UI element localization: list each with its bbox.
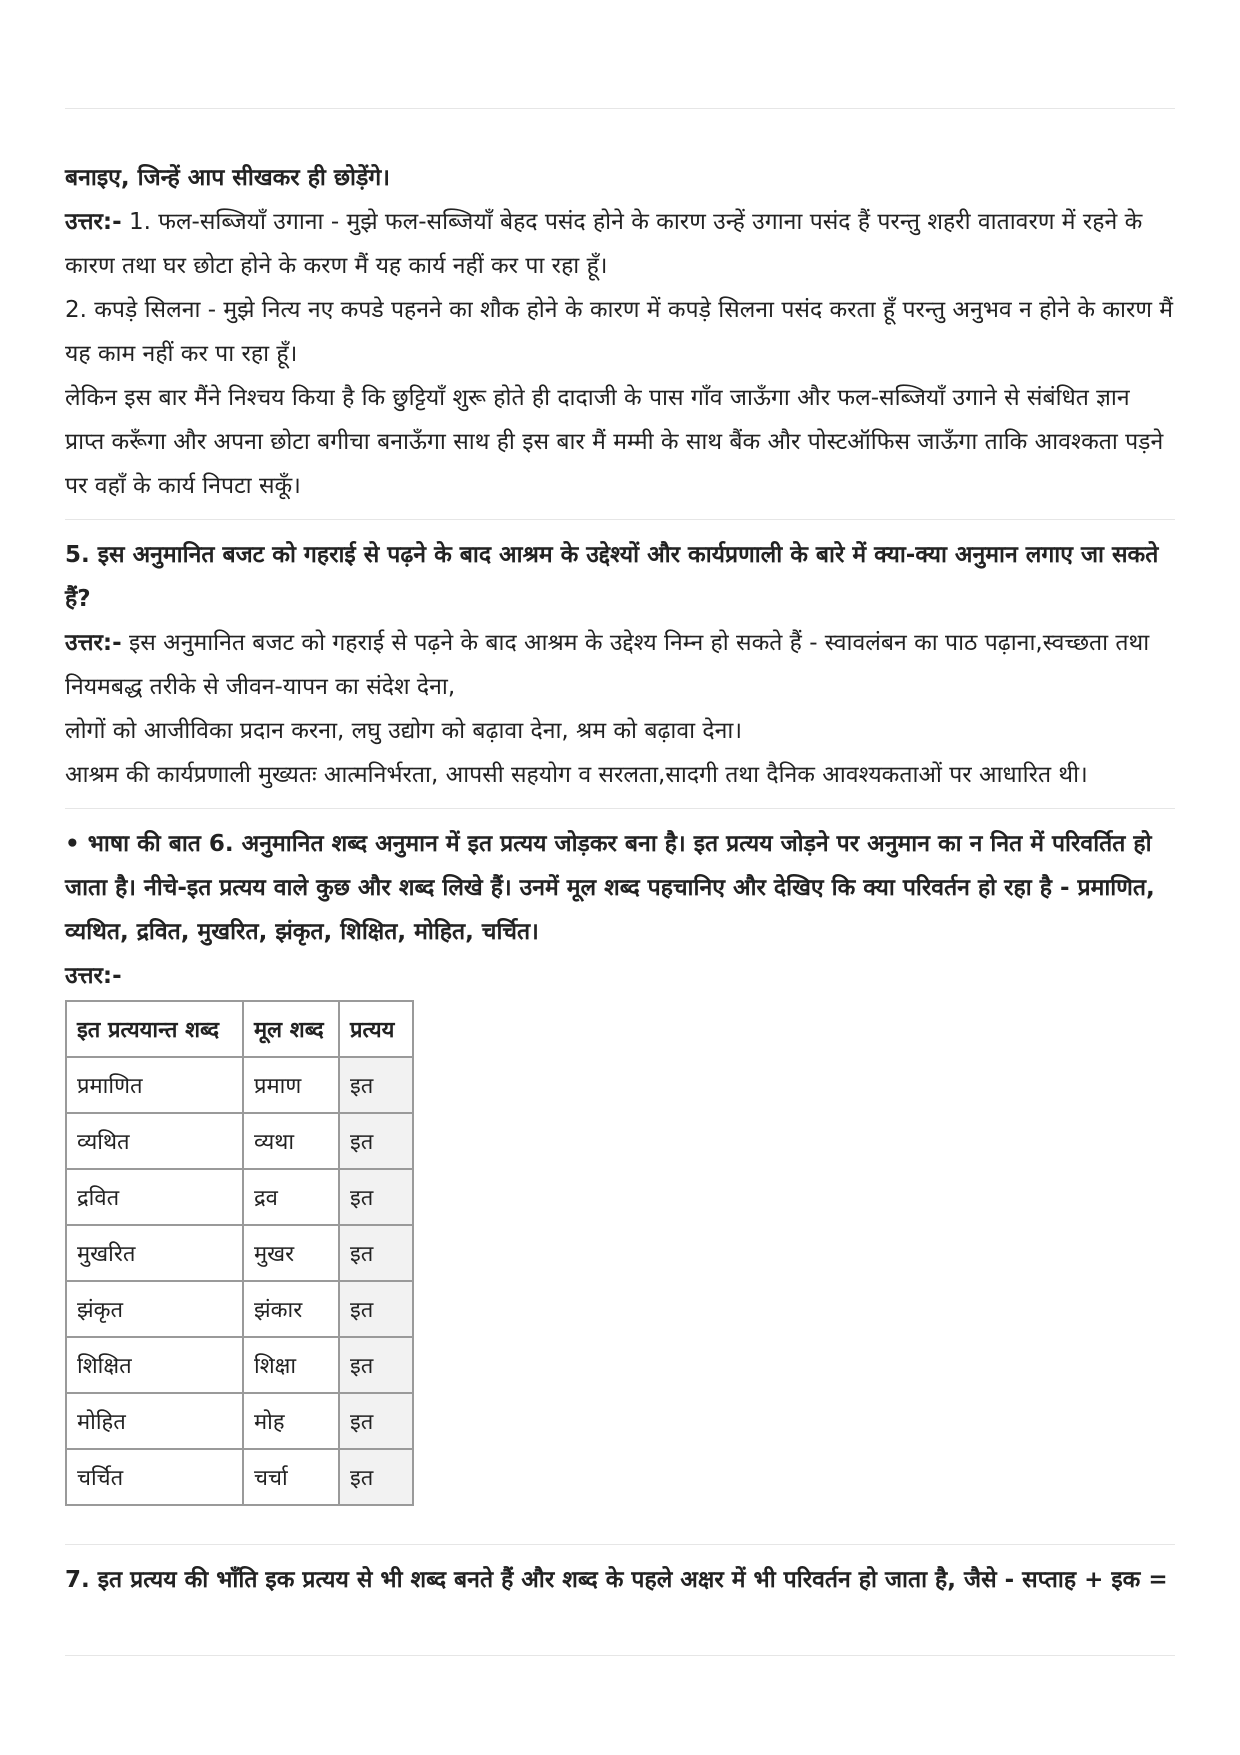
- answer-label: उत्तर:-: [65, 209, 122, 235]
- table-cell: व्यथित: [66, 1113, 243, 1169]
- column-header: इत प्रत्ययान्त शब्द: [66, 1001, 243, 1057]
- column-header: प्रत्यय: [339, 1001, 413, 1057]
- table-cell: चर्चित: [66, 1449, 243, 1505]
- table-cell: इत: [339, 1113, 413, 1169]
- question-6-section: [65, 822, 1175, 998]
- table-row: [66, 1225, 413, 1281]
- table-row: [66, 1113, 413, 1169]
- intro-section: [65, 156, 1175, 508]
- question-text: 7. इत प्रत्यय की भाँति इक प्रत्यय से भी शब्द बनते हैं और शब्द के पहले अक्षर में भी परिवर्तन हो जाता है, जैसे - सप्ताह + इक =: [65, 1567, 1168, 1593]
- table-row: [66, 1281, 413, 1337]
- table-cell: झंकार: [243, 1281, 339, 1337]
- table-cell: इत: [339, 1057, 413, 1113]
- table-cell: शिक्षा: [243, 1337, 339, 1393]
- question-text: • भाषा की बात 6. अनुमानित शब्द अनुमान में इत प्रत्यय जोड़कर बना है। इत प्रत्यय जोड़ने पर अनुमान का न नित में परिवर्तित हो जाता है। नीचे-इत प्रत्यय वाले कुछ और शब्द लिखे हैं। उनमें मूल शब्द पहचानिए और देखिए कि क्या परिवर्तन हो रहा है - प्रमाणित, व्यथित, द्रवित, मुखरित, झंकृत, शिक्षित, मोहित, चर्चित।: [65, 831, 1155, 945]
- table-cell: इत: [339, 1225, 413, 1281]
- divider: [65, 1544, 1175, 1545]
- table-cell: मुखरित: [66, 1225, 243, 1281]
- table-cell: प्रमाण: [243, 1057, 339, 1113]
- answer-paragraph: लोगों को आजीविका प्रदान करना, लघु उद्योग को बढ़ावा देना, श्रम को बढ़ावा देना।: [65, 718, 743, 744]
- divider: [65, 519, 1175, 520]
- table-row: [66, 1393, 413, 1449]
- table-cell: द्रव: [243, 1169, 339, 1225]
- question-7-section: [65, 1558, 1175, 1602]
- question-text: 5. इस अनुमानित बजट को गहराई से पढ़ने के बाद आश्रम के उद्देश्यों और कार्यप्रणाली के बारे में क्या-क्या अनुमान लगाए जा सकते हैं?: [65, 542, 1159, 612]
- table-cell: द्रवित: [66, 1169, 243, 1225]
- table-cell: इत: [339, 1169, 413, 1225]
- table-cell: इत: [339, 1393, 413, 1449]
- column-header: मूल शब्द: [243, 1001, 339, 1057]
- table-cell: इत: [339, 1449, 413, 1505]
- table-header-row: [66, 1001, 413, 1057]
- table-row: [66, 1057, 413, 1113]
- divider: [65, 108, 1175, 109]
- divider: [65, 1655, 1175, 1656]
- table-cell: मोह: [243, 1393, 339, 1449]
- answer-paragraph: [65, 621, 1175, 709]
- table-cell: व्यथा: [243, 1113, 339, 1169]
- question-5-section: [65, 533, 1175, 797]
- table-cell: इत: [339, 1281, 413, 1337]
- table-cell: शिक्षित: [66, 1337, 243, 1393]
- table-row: [66, 1449, 413, 1505]
- table-row: [66, 1169, 413, 1225]
- answer-label: उत्तर:-: [65, 630, 122, 656]
- section-heading: बनाइए, जिन्हें आप सीखकर ही छोड़ेंगे।: [65, 165, 390, 191]
- table-row: [66, 1337, 413, 1393]
- table-cell: चर्चा: [243, 1449, 339, 1505]
- answer-text: इस अनुमानित बजट को गहराई से पढ़ने के बाद आश्रम के उद्देश्य निम्न हो सकते हैं - स्वावलंबन का पाठ पढ़ाना,स्वच्छता तथा नियमबद्ध तरीके से जीवन-यापन का संदेश देना,: [65, 630, 1150, 700]
- table-cell: इत: [339, 1337, 413, 1393]
- table-cell: मुखर: [243, 1225, 339, 1281]
- answer-paragraph: 2. कपड़े सिलना - मुझे नित्य नए कपडे पहनने का शौक होने के कारण में कपड़े सिलना पसंद करता हूँ परन्तु अनुभव न होने के कारण मैं यह काम नहीं कर पा रहा हूँ।: [65, 297, 1174, 367]
- table-cell: प्रमाणित: [66, 1057, 243, 1113]
- answer-paragraph: आश्रम की कार्यप्रणाली मुख्यतः आत्मनिर्भरता, आपसी सहयोग व सरलता,सादगी तथा दैनिक आवश्यकताओं पर आधारित थी।: [65, 762, 1088, 788]
- answer-label: उत्तर:-: [65, 963, 122, 989]
- answer-paragraph: लेकिन इस बार मैंने निश्चय किया है कि छुट्टियाँ शुरू होते ही दादाजी के पास गाँव जाऊँगा और फल-सब्जियाँ उगाने से संबंधित ज्ञान प्राप्त करूँगा और अपना छोटा बगीचा बनाऊँगा साथ ही इस बार मैं मम्मी के साथ बैंक और पोस्टऑफिस जाऊँगा ताकि आवश्कता पड़ने पर वहाँ के कार्य निपटा सकूँ।: [65, 385, 1164, 499]
- table-cell: झंकृत: [66, 1281, 243, 1337]
- table-cell: मोहित: [66, 1393, 243, 1449]
- answer-text: 1. फल-सब्जियाँ उगाना - मुझे फल-सब्जियाँ बेहद पसंद होने के कारण उन्हें उगाना पसंद हैं परन्तु शहरी वातावरण में रहने के कारण तथा घर छोटा होने के करण मैं यह कार्य नहीं कर पा रहा हूँ।: [65, 209, 1143, 279]
- suffix-table: [65, 1000, 414, 1506]
- answer-paragraph: [65, 200, 1175, 288]
- divider: [65, 808, 1175, 809]
